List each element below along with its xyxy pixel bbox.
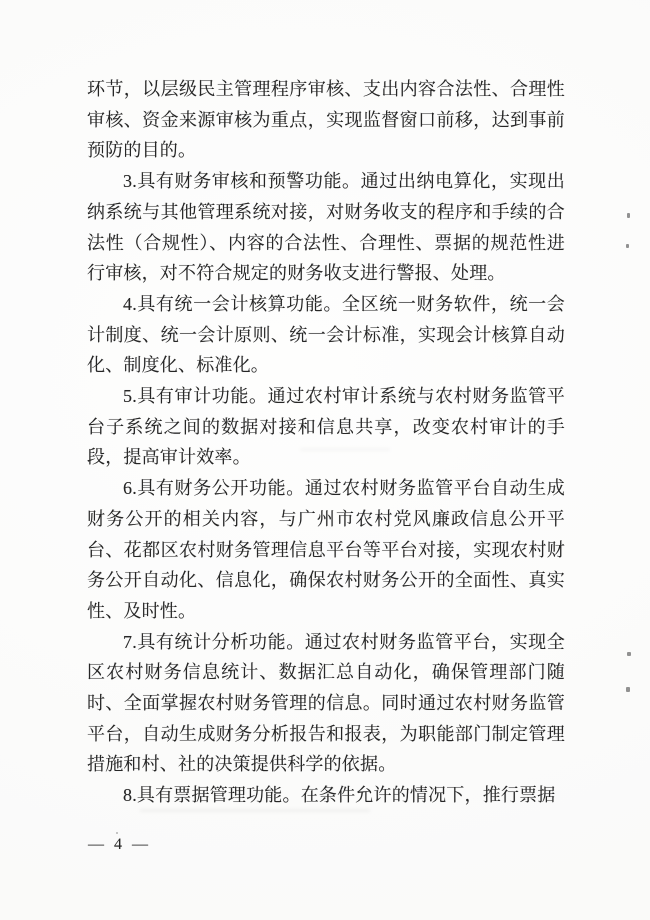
scan-speck [626, 687, 630, 692]
scan-speck [116, 832, 118, 834]
scan-smudge [300, 448, 390, 451]
paragraph-item-3: 3.具有财务审核和预警功能。通过出纳电算化，实现出纳系统与其他管理系统对接，对财务收支的程序和手续的合法性（合规性）、内容的合法性、合理性、票据的规范性进行审核，对不符合规定的财务收支进行警报、处理。 [87, 171, 565, 284]
scan-speck [626, 244, 629, 248]
scan-smudge [140, 809, 370, 812]
paragraph-item-7: 7.具有统计分析功能。通过农村财务监管平台，实现全区农村财务信息统计、数据汇总自动化，确保管理部门随时、全面掌握农村财务管理的信息。同时通过农村财务监管平台，自动生成财务分析报告和报表，为职能部门制定管理措施和村、社的决策提供科学的依据。 [87, 631, 565, 775]
scan-speck [627, 652, 631, 656]
page-number: — 4 — [88, 836, 151, 853]
document-body [87, 74, 565, 811]
paragraph-item-4: 4.具有统一会计核算功能。全区统一财务软件，统一会计制度、统一会计原则、统一会计标准，实现会计核算自动化、制度化、标准化。 [87, 293, 565, 376]
paragraph-item-5: 5.具有审计功能。通过农村审计系统与农村财务监管平台子系统之间的数据对接和信息共享，改变农村审计的手段，提高审计效率。 [87, 386, 565, 468]
paragraph-item-6: 6.具有财务公开功能。通过农村财务监管平台自动生成财务公开的相关内容，与广州市农村党风廉政信息公开平台、花都区农村财务管理信息平台等平台对接，实现农村财务公开自动化、信息化，确保农村财务公开的全面性、真实性、及时性。 [87, 478, 565, 621]
scan-speck [627, 213, 630, 218]
paragraph-item-8: 8.具有票据管理功能。在条件允许的情况下，推行票据 [123, 785, 556, 806]
paragraph-continuation: 环节，以层级民主管理程序审核、支出内容合法性、合理性审核、资金来源审核为重点，实现监督窗口前移，达到事前预防的目的。 [87, 79, 565, 161]
